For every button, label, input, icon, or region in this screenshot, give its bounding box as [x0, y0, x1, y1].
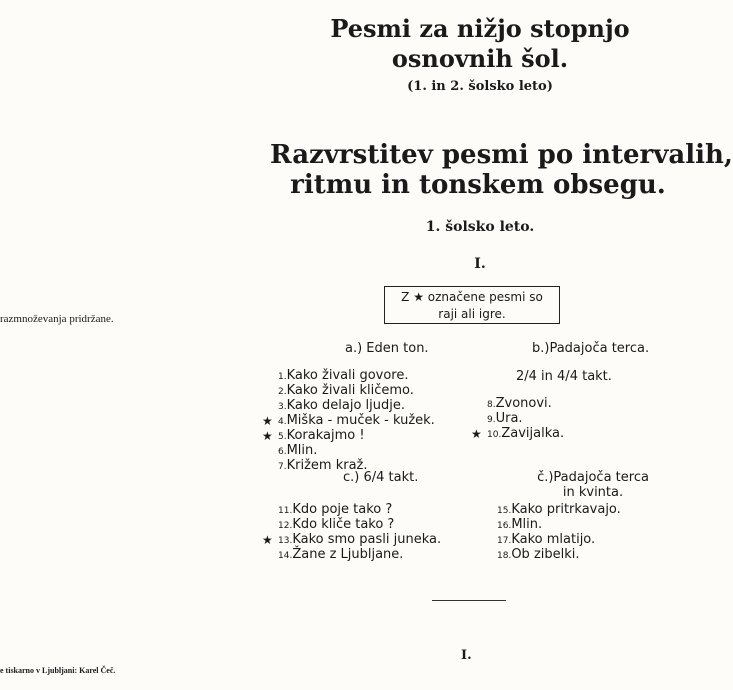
group-a-heading: a.) Eden ton. — [345, 341, 429, 356]
section-heading-line2: ritmu in tonskem obsegu. — [290, 170, 666, 200]
list-item — [278, 518, 441, 533]
song-title: Zavijalka. — [501, 426, 565, 441]
list-item — [497, 548, 621, 563]
song-title: Kdo poje tako ? — [292, 502, 393, 517]
song-title: Miška - muček - kužek. — [286, 413, 435, 428]
left-page-printer: e tiskarno v Ljubljani: Karel Čeč. — [0, 666, 116, 675]
list-item — [497, 518, 621, 533]
song-number: 1. — [278, 372, 287, 382]
list-item — [278, 503, 441, 518]
list-item — [262, 428, 435, 444]
song-number: 12. — [278, 521, 293, 531]
star-icon: ★ — [262, 429, 273, 443]
song-title: Ura. — [495, 411, 523, 426]
song-title: Kako živali kličemo. — [286, 383, 414, 398]
list-item — [278, 369, 435, 384]
song-number: 7. — [278, 462, 287, 472]
note-box-line1: Z ★ označene pesmi so — [401, 290, 543, 304]
song-title: Kako smo pasli juneka. — [292, 532, 442, 547]
song-number: 10. — [487, 430, 502, 440]
song-number: 15. — [497, 506, 512, 516]
song-title: Kako živali govore. — [286, 368, 409, 383]
song-title: Žane z Ljubljane. — [292, 547, 404, 562]
song-title: Korakajmo ! — [286, 428, 365, 443]
song-number: 14. — [278, 551, 293, 561]
section-heading-line1: Razvrstitev pesmi po intervalih, — [270, 140, 733, 170]
song-title: Mlin. — [511, 517, 543, 532]
song-title: Kako pritrkavajo. — [511, 502, 621, 517]
star-icon: ★ — [262, 414, 273, 428]
song-title: Križem kraž. — [286, 458, 368, 473]
song-number: 6. — [278, 447, 287, 457]
song-number: 17. — [497, 536, 512, 546]
list-item — [262, 532, 442, 548]
group-d-heading — [508, 470, 678, 500]
group-d-heading-line1: č.)Padajoča terca — [537, 470, 649, 485]
song-number: 4. — [278, 417, 287, 427]
list-item — [278, 548, 441, 563]
song-number: 8. — [487, 400, 496, 410]
song-number: 5. — [278, 432, 287, 442]
divider — [432, 600, 506, 601]
section-number: I. — [474, 256, 486, 272]
page-subtitle: (1. in 2. šolsko leto) — [407, 79, 553, 94]
list-item — [278, 399, 435, 414]
list-item — [278, 384, 435, 399]
page-title-line1: Pesmi za nižjo stopnjo — [330, 14, 630, 43]
song-title: Zvonovi. — [495, 396, 552, 411]
section-heading — [270, 140, 733, 200]
song-title: Kako mlatijo. — [511, 532, 596, 547]
star-icon: ★ — [262, 533, 273, 547]
list-item — [497, 533, 621, 548]
song-number: 3. — [278, 402, 287, 412]
songs-b-list — [471, 396, 565, 442]
songs-c-list — [262, 502, 442, 563]
group-d-heading-line2: in kvinta. — [562, 485, 624, 500]
star-icon: ★ — [471, 427, 482, 441]
list-item — [471, 426, 565, 442]
page-title — [290, 14, 670, 74]
songs-a-list — [262, 368, 435, 474]
page-number: I. — [461, 648, 472, 663]
list-item — [487, 412, 564, 427]
song-number: 13. — [278, 536, 293, 546]
note-box-line2: raji ali igre. — [438, 307, 506, 321]
song-number: 11. — [278, 506, 293, 516]
note-box — [384, 286, 560, 324]
song-number: 9. — [487, 415, 496, 425]
song-number: 16. — [497, 521, 512, 531]
school-year: 1. šolsko leto. — [425, 219, 535, 235]
song-number: 18. — [497, 551, 512, 561]
group-b-heading: b.)Padajoča terca. — [532, 341, 650, 356]
group-c-heading: c.) 6/4 takt. — [343, 470, 419, 485]
song-title: Ob zibelki. — [511, 547, 580, 562]
list-item — [487, 397, 564, 412]
song-title: Mlin. — [286, 443, 318, 458]
songs-d-list — [497, 503, 621, 563]
group-b-meter: 2/4 in 4/4 takt. — [516, 369, 612, 384]
list-item — [497, 503, 621, 518]
song-number: 2. — [278, 387, 287, 397]
list-item — [278, 444, 435, 459]
left-page-note: razmnoževanja pridržane. — [0, 313, 114, 325]
song-title: Kdo kliče tako ? — [292, 517, 395, 532]
list-item — [262, 413, 435, 429]
page-title-line2: osnovnih šol. — [391, 44, 569, 73]
song-title: Kako delajo ljudje. — [286, 398, 405, 413]
